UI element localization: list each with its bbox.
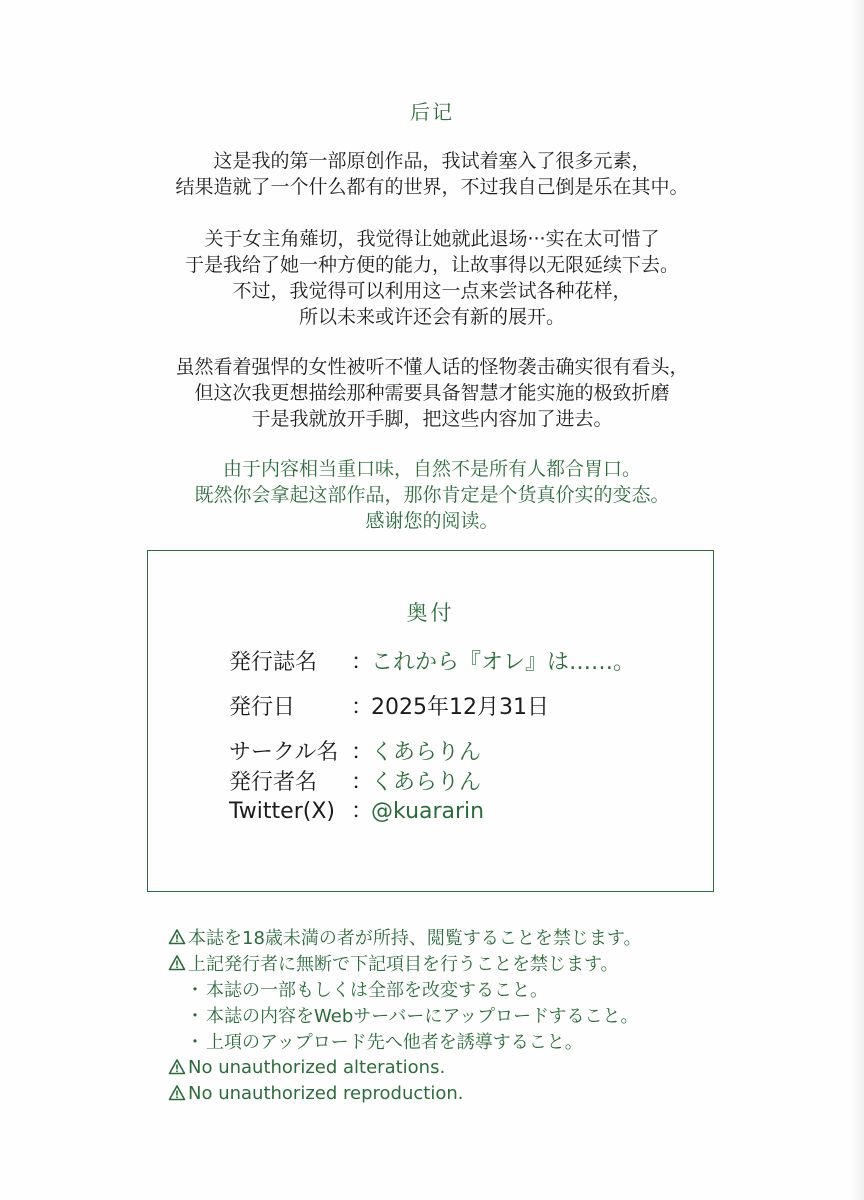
- notice-text: 本誌の一部もしくは全部を改変すること。: [206, 980, 548, 1001]
- text-line: 虽然看着强悍的女性被听不懂人话的怪物袭击确实很有看头，: [175, 356, 689, 378]
- text-line: 不过，我觉得可以利用这一点来尝试各种花样，: [232, 280, 632, 302]
- row-value: @kuararin: [371, 799, 485, 824]
- row-value: くあらりん: [371, 770, 482, 795]
- row-label: 発行日: [229, 695, 296, 720]
- row-label: 発行者名: [229, 770, 318, 795]
- colophon-row-twitter: [229, 798, 484, 826]
- notice-text: 本誌を18歳未満の者が所持、閲覧することを禁じます。: [188, 928, 642, 949]
- text-line: 但这次我更想描绘那种需要具备智慧才能实施的极致折磨: [194, 382, 670, 404]
- text-line: 关于女主角薙切，我觉得让她就此退场···实在太可惜了: [204, 228, 660, 250]
- notice-text: No unauthorized reproduction.: [188, 1082, 464, 1104]
- row-separator: ：: [351, 740, 374, 765]
- afterword-paragraph-3: [0, 354, 864, 432]
- warning-icon: [168, 928, 186, 946]
- afterword-title: 后记: [410, 100, 454, 124]
- warning-icon: [168, 1058, 186, 1076]
- text-line: 感谢您的阅读。: [365, 510, 499, 532]
- text-line: 于是我就放开手脚，把这些内容加了进去。: [251, 408, 613, 430]
- colophon-box: [147, 550, 714, 892]
- notice-line: [168, 1080, 728, 1106]
- legal-notices: [168, 924, 728, 1106]
- text-line: 于是我给了她一种方便的能力，让故事得以无限延续下去。: [184, 254, 679, 276]
- row-value: 2025年12月31日: [371, 695, 549, 720]
- afterword-paragraph-1: [0, 148, 864, 200]
- row-value: くあらりん: [371, 740, 482, 765]
- colophon-title: 奥付: [406, 601, 455, 625]
- notice-text: 上項のアップロード先へ他者を誘導すること。: [206, 1032, 583, 1053]
- row-separator: ：: [351, 650, 374, 675]
- bullet-icon: ・: [186, 980, 204, 1001]
- afterword-closing: [0, 456, 864, 534]
- warning-icon: [168, 954, 186, 972]
- notice-text: 上記発行者に無断で下記項目を行うことを禁じます。: [188, 954, 619, 975]
- notice-subitem: [168, 1028, 728, 1054]
- notice-line: [168, 950, 728, 976]
- text-line: 既然你会拿起这部作品，那你肯定是个货真价实的变态。: [194, 484, 670, 506]
- afterword-paragraph-2: [0, 226, 864, 330]
- colophon-row-publisher-name: [229, 769, 481, 797]
- row-value: これから『オレ』は……。: [371, 650, 636, 675]
- row-separator: ：: [351, 695, 374, 720]
- notice-subitem: [168, 1002, 728, 1028]
- row-label: Twitter(X): [229, 799, 335, 824]
- notice-text: No unauthorized alterations.: [188, 1056, 446, 1078]
- text-line: 这是我的第一部原创作品，我试着塞入了很多元素，: [213, 150, 651, 172]
- row-separator: ：: [351, 770, 374, 795]
- notice-text: 本誌の内容をWebサーバーにアップロードすること。: [206, 1006, 639, 1027]
- row-separator: ：: [351, 799, 374, 824]
- bullet-icon: ・: [186, 1006, 204, 1027]
- row-label: 発行誌名: [229, 650, 318, 675]
- notice-line: [168, 924, 728, 950]
- text-line: 由于内容相当重口味，自然不是所有人都合胃口。: [222, 458, 641, 480]
- notice-subitem: [168, 976, 728, 1002]
- colophon-row-circle-name: [229, 739, 481, 767]
- text-line: 所以未来或许还会有新的展开。: [298, 306, 565, 328]
- row-label: サークル名: [229, 740, 339, 765]
- warning-icon: [168, 1084, 186, 1102]
- colophon-row-publication-date: [229, 694, 549, 722]
- text-line: 结果造就了一个什么都有的世界，不过我自己倒是乐在其中。: [175, 176, 689, 198]
- bullet-icon: ・: [186, 1032, 204, 1053]
- notice-line: [168, 1054, 728, 1080]
- colophon-row-publication-title: [229, 649, 635, 677]
